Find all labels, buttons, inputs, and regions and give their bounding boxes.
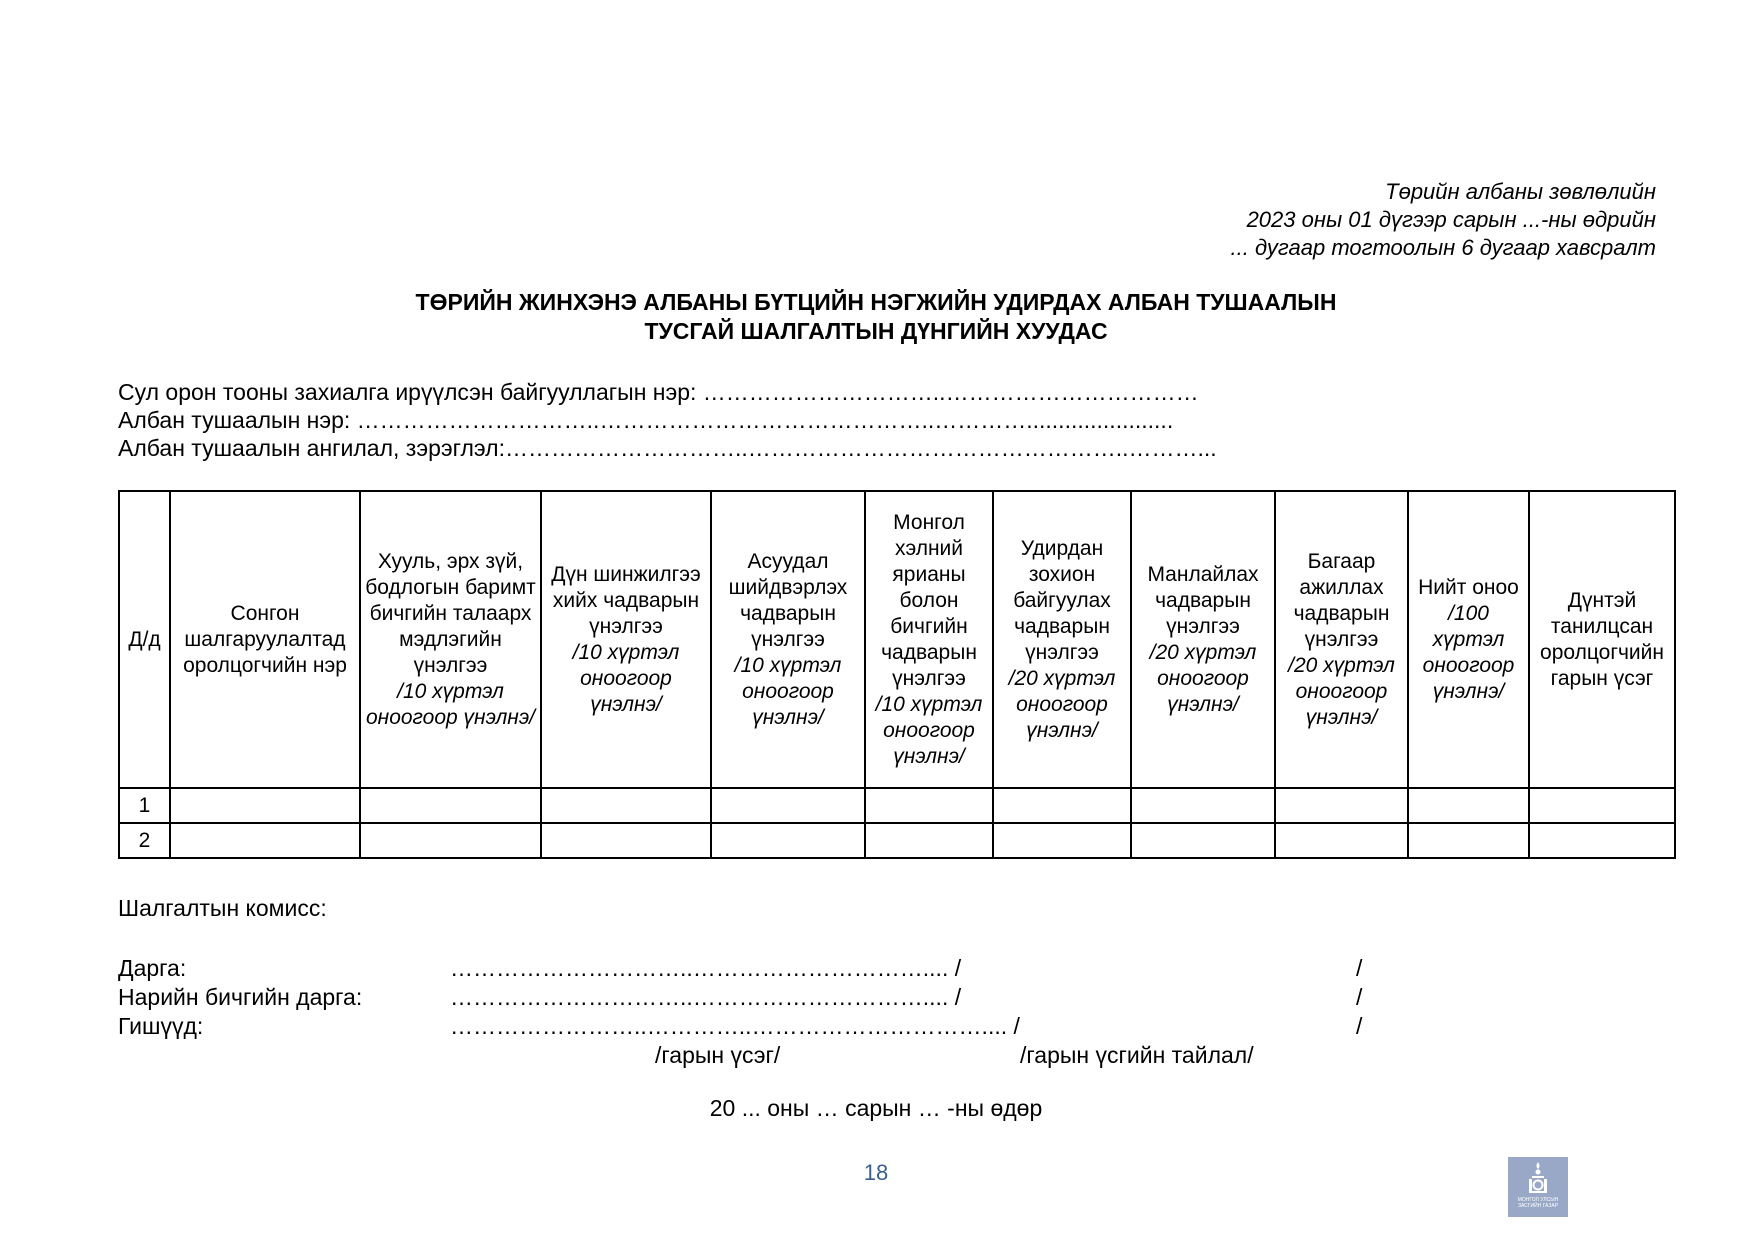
secretary-label: Нарийн бичгийн дарга: xyxy=(118,984,363,1010)
position-category-field: Албан тушаалын ангилал, зэрэглэл:…………………………..…………………………………………..………... xyxy=(118,435,1217,461)
header-law-knowledge: Хууль, эрх зүй, бодлогын баримт бичгийн талаарх мэдлэгийн үнэлгээ /10 хүртэл оноогоор үнэлнэ/ xyxy=(360,491,541,788)
document-title xyxy=(0,288,1752,346)
table-row xyxy=(119,823,1675,858)
header-mongolian-language: Монгол хэлний ярианы болон бичгийн чадварын үнэлгээ /10 хүртэл оноогоор үнэлнэ/ xyxy=(865,491,993,788)
table-cell[interactable] xyxy=(541,823,711,858)
table-cell[interactable] xyxy=(170,788,360,823)
members-signature-line[interactable]: ……………………..…………..………………………….... / xyxy=(450,1013,1020,1039)
table-cell[interactable] xyxy=(1275,823,1408,858)
position-name-field: Албан тушаалын нэр: …………………………..……………………………………..…………....................... xyxy=(118,407,1174,433)
chair-label: Дарга: xyxy=(118,955,187,981)
signature-caption: /гарын үсэг/ xyxy=(655,1042,781,1068)
reference-note xyxy=(1231,178,1656,262)
reference-line-2: 2023 оны 01 дүгээр сарын ...-ны өдрийн xyxy=(1246,207,1656,232)
table-cell[interactable] xyxy=(1408,788,1529,823)
name-caption: /гарын үсгийн тайлал/ xyxy=(1020,1042,1254,1068)
header-total-score: Нийт оноо /100 хүртэл оноогоор үнэлнэ/ xyxy=(1408,491,1529,788)
title-line-2: ТУСГАЙ ШАЛГАЛТЫН ДҮНГИЙН ХУУДАС xyxy=(644,318,1108,344)
page-number: 18 xyxy=(863,1160,889,1185)
table-cell[interactable] xyxy=(711,823,865,858)
reference-line-3: ... дугаар тогтоолын 6 дугаар хавсралт xyxy=(1230,235,1656,260)
header-candidate-name: Сонгон шалгаруулалтад оролцогчийн нэр xyxy=(170,491,360,788)
header-teamwork: Багаар ажиллах чадварын үнэлгээ /20 хүртэл оноогоор үнэлнэ/ xyxy=(1275,491,1408,788)
organization-name-field: Сул орон тооны захиалга ирүүлсэн байгууллагын нэр: …………………………..…………………………… xyxy=(118,379,1199,405)
header-organizing: Удирдан зохион байгуулах чадварын үнэлгээ /20 хүртэл оноогоор үнэлнэ/ xyxy=(993,491,1131,788)
soyombo-icon xyxy=(1526,1161,1550,1195)
info-block xyxy=(118,378,1217,462)
title-line-1: ТӨРИЙН ЖИНХЭНЭ АЛБАНЫ БҮТЦИЙН НЭГЖИЙН УДИРДАХ АЛБАН ТУШААЛЫН xyxy=(415,289,1337,315)
table-cell[interactable] xyxy=(360,788,541,823)
table-cell[interactable] xyxy=(865,823,993,858)
table-cell[interactable] xyxy=(1275,788,1408,823)
chair-name-slash: / xyxy=(1356,955,1363,981)
table-cell[interactable] xyxy=(1131,823,1275,858)
table-cell[interactable] xyxy=(170,823,360,858)
header-number: Д/д xyxy=(119,491,170,788)
table-cell[interactable] xyxy=(1131,788,1275,823)
table-row xyxy=(119,788,1675,823)
table-header-row xyxy=(119,491,1675,788)
chair-signature-row xyxy=(118,954,1418,982)
results-table xyxy=(118,490,1676,859)
header-problem-solving: Асуудал шийдвэрлэх чадварын үнэлгээ /10 хүртэл оноогоор үнэлнэ/ xyxy=(711,491,865,788)
table-cell[interactable] xyxy=(541,788,711,823)
secretary-name-slash: / xyxy=(1356,984,1363,1010)
table-cell[interactable] xyxy=(1408,823,1529,858)
secretary-signature-line[interactable]: …………………………..………………………….... / xyxy=(450,984,962,1010)
row-number: 2 xyxy=(119,823,170,858)
secretary-signature-row xyxy=(118,983,1418,1011)
row-number: 1 xyxy=(119,788,170,823)
emblem-text: МОНГОЛ УЛСЫН ЗАСГИЙН ГАЗАР xyxy=(1517,1197,1559,1209)
header-leadership: Манлайлах чадварын үнэлгээ /20 хүртэл оноогоор үнэлнэ/ xyxy=(1131,491,1275,788)
chair-signature-line[interactable]: …………………………..………………………….... / xyxy=(450,955,962,981)
table-cell[interactable] xyxy=(993,823,1131,858)
table-cell[interactable] xyxy=(993,788,1131,823)
date-line: 20 ... оны … сарын … -ны өдөр xyxy=(709,1095,1043,1121)
table-cell[interactable] xyxy=(1529,788,1675,823)
reference-line-1: Төрийн албаны зөвлөлийн xyxy=(1385,179,1656,204)
members-label: Гишүүд: xyxy=(118,1013,204,1039)
header-signature: Дүнтэй танилцсан оролцогчийн гарын үсэг xyxy=(1529,491,1675,788)
members-signature-row xyxy=(118,1012,1418,1040)
members-name-slash: / xyxy=(1356,1013,1363,1039)
header-analysis: Дүн шинжилгээ хийх чадварын үнэлгээ /10 хүртэл оноогоор үнэлнэ/ xyxy=(541,491,711,788)
table-cell[interactable] xyxy=(360,823,541,858)
commission-heading: Шалгалтын комисс: xyxy=(118,895,327,921)
government-emblem xyxy=(1508,1157,1568,1217)
table-cell[interactable] xyxy=(865,788,993,823)
table-cell[interactable] xyxy=(1529,823,1675,858)
table-cell[interactable] xyxy=(711,788,865,823)
